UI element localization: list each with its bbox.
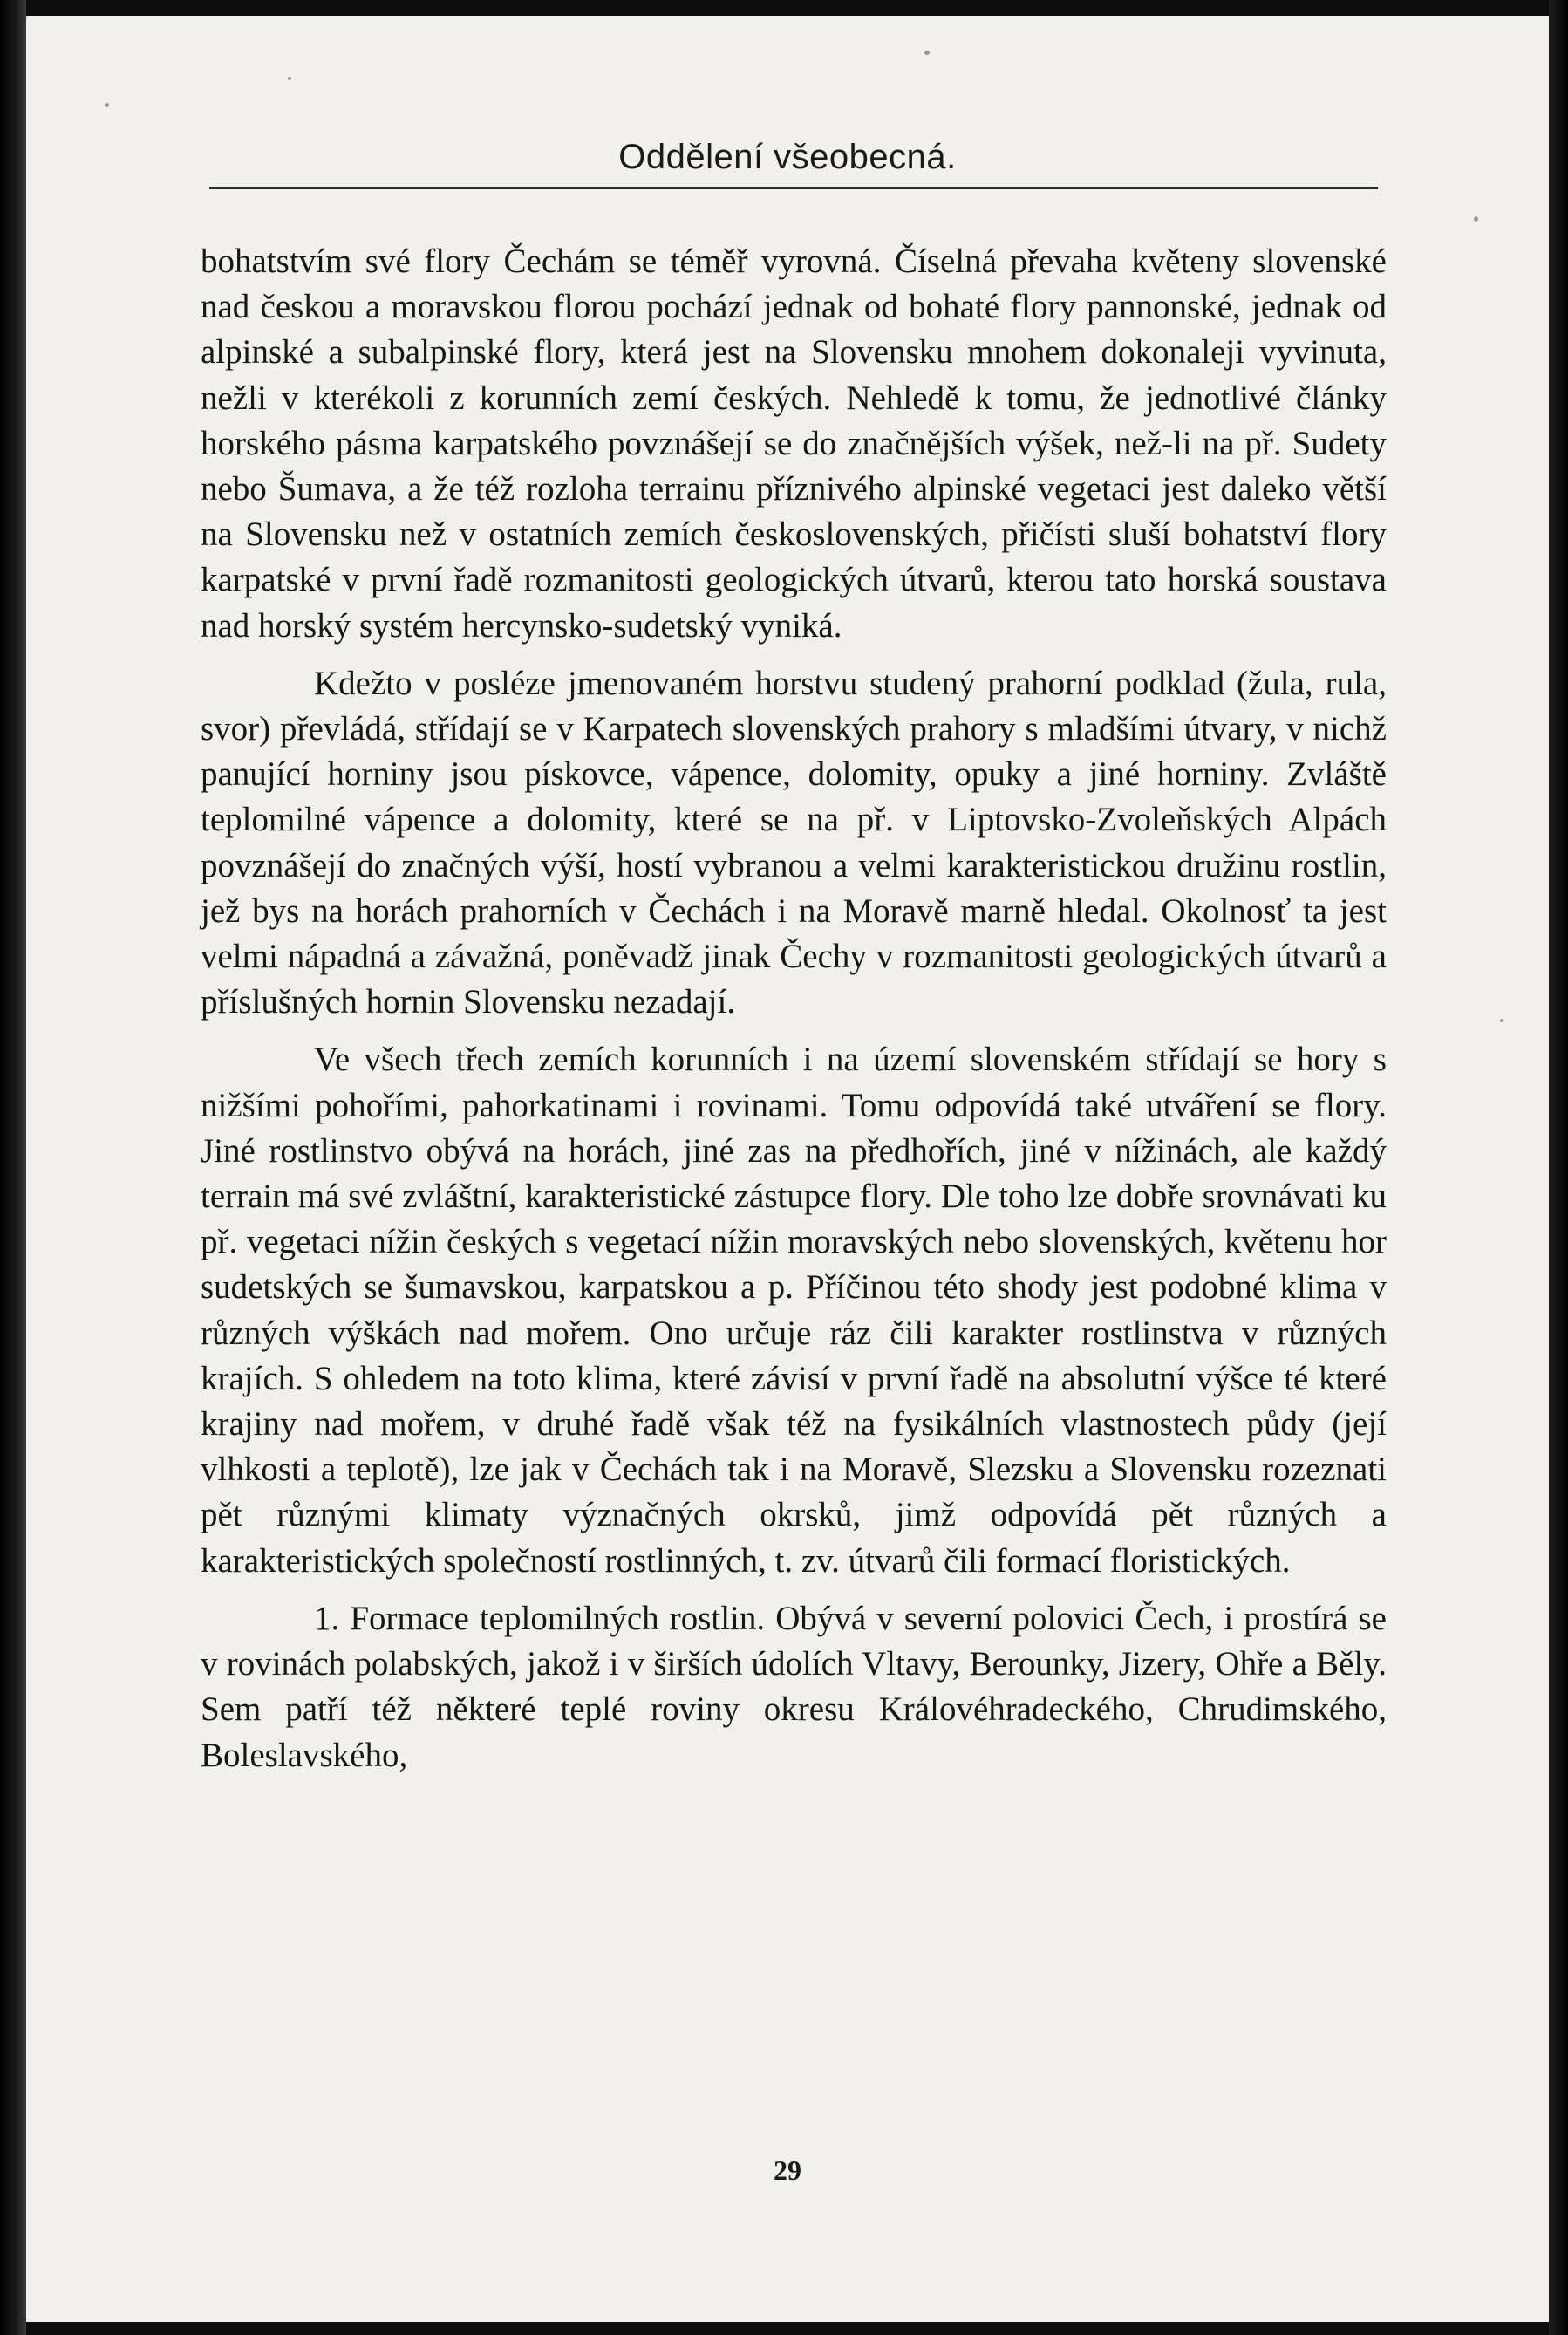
paragraph-3: Ve všech třech zemích korunních i na území slovenském střídají se hory s nižšími pohořími, pahorkatinami i rovinami. Tomu odpovídá také utváření se flory. Jiné rostlinstvo obývá na horách, jiné zas na předhořích, jiné v nížinách, ale každý terrain má své zvláštní, karakteristické zástupce flory. Dle toho lze dobře srovnávati ku př. vegetaci nížin českých s vegetací nížin moravských nebo slovenských, květenu hor sudetských se šumavskou, karpatskou a p. Příčinou této shody jest podobné klima v různých výškách nad mořem. Ono určuje ráz čili karakter rostlinstva v různých krajích. S ohledem na toto klima, které závisí v první řadě na absolutní výšce té které krajiny nad mořem, v druhé řadě však též na fysikálních vlastnostech půdy (její vlhkosti a teplotě), lze jak v Čechách tak i na Moravě, Slezsku a Slovensku rozeznati pět různými klimaty význačných okrsků, jimž odpovídá pět různých a karakteristických společností rostlinných, t. zv. útvarů čili formací floristických. [201, 1041, 1387, 1580]
scanned-page [26, 16, 1549, 2322]
book-gutter-edge [0, 0, 26, 2335]
paper-speck [105, 103, 109, 107]
page-right-edge [1549, 0, 1568, 2335]
paragraph-1: bohatstvím své flory Čechám se téměř vyrovná. Číselná převaha květeny slovenské nad českou a moravskou florou pochází jednak od bohaté flory pannonské, jednak od alpinské a subalpinské flory, která jest na Slovensku mnohem dokonaleji vyvinuta, nežli v kterékoli z korunních zemí českých. Nehledě k tomu, že jednotlivé články horského pásma karpatského povznášejí se do značnějších výšek, než-li na př. Sudety nebo Šumava, a že též rozloha terrainu příznivého alpinské vegetaci jest daleko větší na Slovensku než v ostatních zemích československých, přičísti sluší bohatství flory karpatské v první řadě rozmanitosti geologických útvarů, kterou tato horská soustava nad horský systém hercynsko-sudetský vyniká. [201, 242, 1387, 645]
paragraph-4: 1. Formace teplomilných rostlin. Obývá v severní polovici Čech, i prostírá se v rovinách polabských, jakož i v širších údolích Vltavy, Berounky, Jizery, Ohře a Běly. Sem patří též některé teplé roviny okresu Královéhradeckého, Chrudimského, Boleslavského, [201, 1599, 1387, 1774]
paper-speck [1500, 1019, 1503, 1022]
paper-speck [288, 77, 291, 80]
running-head: Oddělení všeobecná. [618, 138, 957, 176]
paper-speck [924, 51, 930, 55]
paragraph-2: Kdežto v posléze jmenovaném horstvu studený prahorní podklad (žula, rula, svor) převládá, střídají se v Karpatech slovenských prahory s mladšími útvary, v nichž panující horniny jsou pískovce, vápence, dolomity, opuky a jiné horniny. Zvláště teplomilné vápence a dolomity, které se na př. v Liptovsko-Zvoleňských Alpách povznášejí do značných výší, hostí vybranou a velmi karakteristickou družinu rostlin, jež bys na horách prahorních v Čechách i na Moravě marně hledal. Okolnosť ta jest velmi nápadná a závažná, poněvadž jinak Čechy v rozmanitosti geologických útvarů a příslušných hornin Slovensku nezadají. [201, 664, 1387, 1021]
header-rule [209, 187, 1378, 189]
page-number: 29 [774, 2154, 801, 2186]
paper-speck [1474, 216, 1478, 222]
body-text [201, 239, 1387, 1779]
